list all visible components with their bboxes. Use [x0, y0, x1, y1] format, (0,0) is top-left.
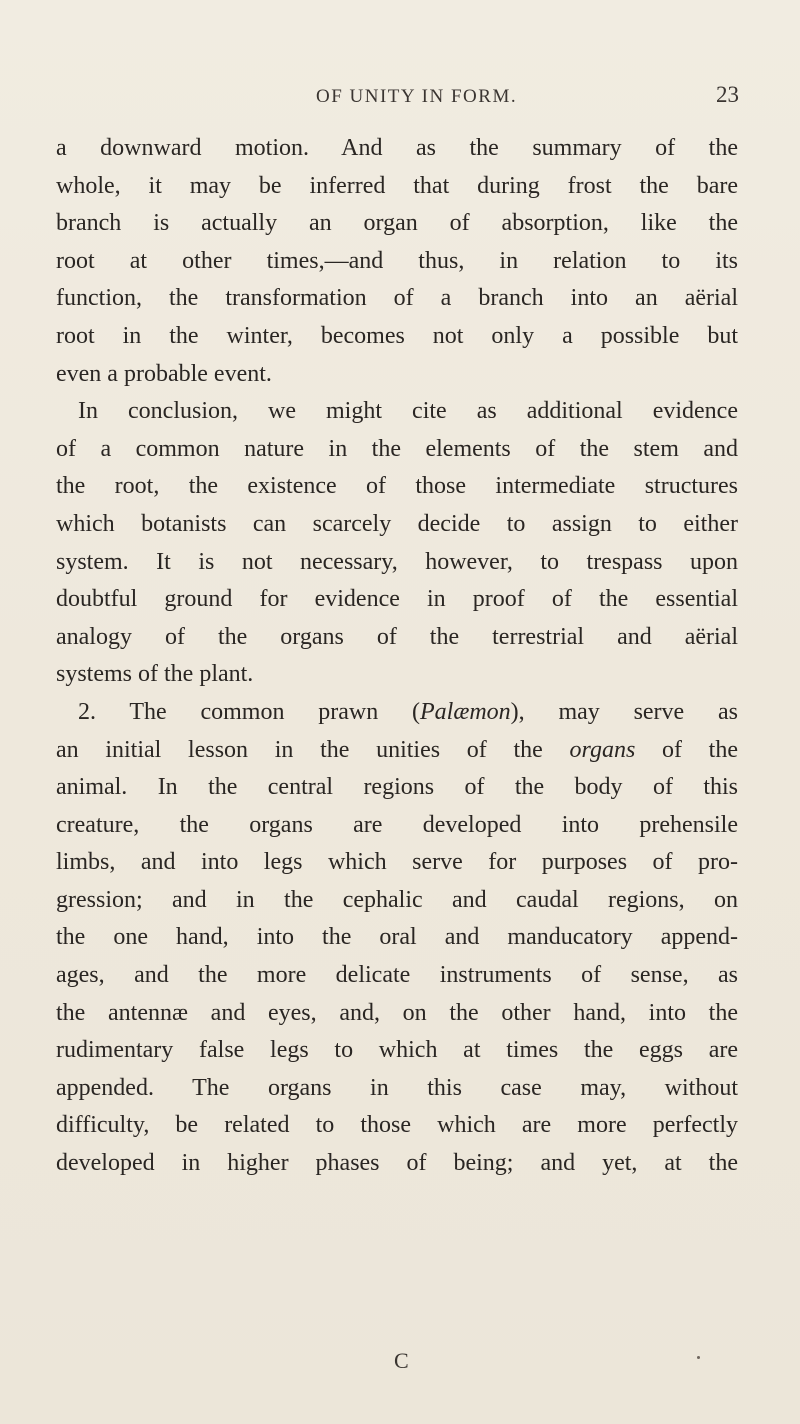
- ink-speck: [697, 1356, 700, 1359]
- text-line: system. It is not necessary, however, to trespass upon: [56, 548, 738, 575]
- text-line: the one hand, into the oral and manducatory append-: [56, 924, 738, 951]
- text-line: ages, and the more delicate instruments of sense, as: [56, 962, 738, 989]
- italic-term-organs: organs: [569, 736, 636, 763]
- text-line: branch is actually an organ of absorption, like the: [56, 210, 738, 237]
- text-line: a downward motion. And as the summary of the: [56, 135, 738, 161]
- text-line: analogy of the organs of the terrestrial and aërial: [56, 623, 738, 650]
- text-line: whole, it may be inferred that during frost the bare: [56, 172, 738, 199]
- text-line: root at other times,—and thus, in relation to its: [56, 247, 738, 274]
- page-number: 23: [716, 82, 739, 107]
- text-line: even a probable event.: [56, 360, 272, 387]
- running-title: OF UNITY IN FORM.: [316, 86, 518, 107]
- running-head: [0, 82, 800, 114]
- text-line: developed in higher phases of being; and yet, at the: [56, 1150, 738, 1177]
- text-line: function, the transformation of a branch into an aërial: [56, 285, 738, 312]
- body-text: [56, 130, 738, 1183]
- text-line: gression; and in the cephalic and caudal regions, on: [56, 886, 738, 913]
- text-line: appended. The organs in this case may, without: [56, 1074, 738, 1101]
- text-segment: an initial lesson in the unities of the: [56, 736, 570, 763]
- text-line: creature, the organs are developed into prehensile: [56, 811, 738, 838]
- text-line: In conclusion, we might cite as additional evidence: [78, 398, 738, 425]
- text-segment: 2. The common prawn (: [78, 698, 420, 725]
- text-line: root in the winter, becomes not only a possible but: [56, 322, 738, 349]
- text-segment: ), may serve as: [510, 698, 738, 725]
- text-line: the root, the existence of those intermediate structures: [56, 473, 738, 500]
- text-line: the antennæ and eyes, and, on the other hand, into the: [56, 999, 738, 1026]
- text-line: difficulty, be related to those which are more perfectly: [56, 1112, 738, 1139]
- text-line-with-italics: [56, 732, 738, 770]
- text-line: rudimentary false legs to which at times the eggs are: [56, 1037, 738, 1064]
- italic-term-palaemon: Palæmon: [420, 698, 511, 725]
- signature-mark: C: [394, 1348, 409, 1373]
- text-line: of a common nature in the elements of the stem and: [56, 435, 738, 462]
- text-line: systems of the plant.: [56, 661, 254, 688]
- text-line: which botanists can scarcely decide to assign to either: [56, 510, 738, 537]
- text-line: animal. In the central regions of the body of this: [56, 774, 738, 801]
- text-line: limbs, and into legs which serve for purposes of pro-: [56, 849, 738, 876]
- text-line-with-italics: [56, 694, 738, 732]
- text-line: doubtful ground for evidence in proof of the essential: [56, 586, 738, 613]
- text-segment: of the: [635, 736, 738, 763]
